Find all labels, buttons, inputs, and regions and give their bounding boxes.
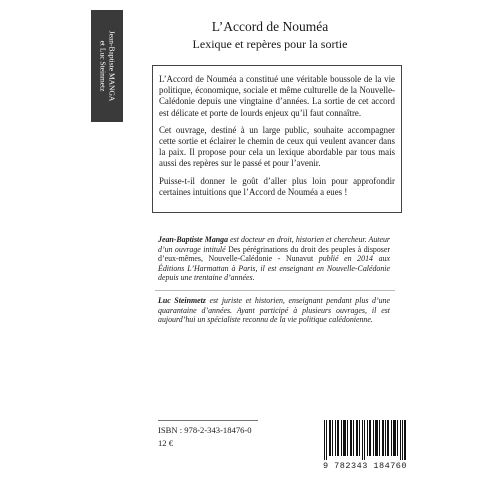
- spine-label: [91, 10, 123, 122]
- summary-paragraph-2: Cet ouvrage, destiné à un large public, souhaite accompagner cette sortie et éclairer le chemin de ceux qui veulent avancer dans la paix. Il propose pour cela un lexique abordable par tous mais aussi des repères sur le passé et pour l’avenir.: [159, 124, 395, 169]
- isbn-block: [158, 420, 258, 450]
- book-subtitle: Lexique et repères pour la sortie: [192, 37, 348, 51]
- author-bio-manga: [158, 235, 390, 283]
- barcode: [320, 420, 410, 472]
- author-name-steinmetz: Luc Steinmetz: [158, 296, 206, 305]
- price-text: 12 €: [158, 438, 174, 448]
- spine-author-1: Jean-Baptiste MANGA: [107, 30, 116, 102]
- isbn-text: ISBN : 978-2-343-18476-0: [158, 420, 258, 437]
- summary-paragraph-1: L’Accord de Nouméa a constitué une véritable boussole de la vie politique, économique, sociale et même culturelle de la Nouvelle-Calédonie depuis une vingtaine d’années. La sortie de cet accord est délicate et porte de lourds enjeux qu’il faut connaître.: [159, 74, 395, 118]
- barcode-bars-icon: [324, 420, 406, 460]
- bio-manga-text-b: publié en 2014 aux Éditions L’Harmattan à Paris, il est enseignant en Nouvelle-Calédonie depuis une trentaine d’années.: [158, 254, 390, 283]
- divider: [155, 290, 395, 291]
- spine-author-2: et Luc Steinmetz: [98, 40, 107, 92]
- summary-paragraph-3: Puisse-t-il donner le goût d’aller plus loin pour approfondir certaines intuitions que l’Accord de Nouméa a eues !: [159, 175, 395, 197]
- bio-steinmetz-text: est juriste et historien, enseignant pendant plus d’une quarantaine d’années. Ayant participé à plusieurs ouvrages, il est aujourd’hui un spécialiste reconnu de la vie politique calédonienne.: [158, 296, 390, 325]
- book-title: L’Accord de Nouméa: [211, 19, 329, 34]
- author-bio-steinmetz: [158, 296, 390, 325]
- bio-manga-book-title: Des pérégrinations du droit des peuples à disposer d’eux-mêmes, Nouvelle-Calédonie - Nunavut: [158, 244, 391, 264]
- summary-box: [152, 65, 402, 213]
- bio-manga-text-a: est docteur en droit, historien et chercheur. Auteur d’un ouvrage intitulé: [158, 235, 390, 254]
- author-name-manga: Jean-Baptiste Manga: [158, 235, 229, 244]
- spine-authors: [98, 31, 116, 102]
- barcode-number: 9 782343 184760: [322, 461, 407, 471]
